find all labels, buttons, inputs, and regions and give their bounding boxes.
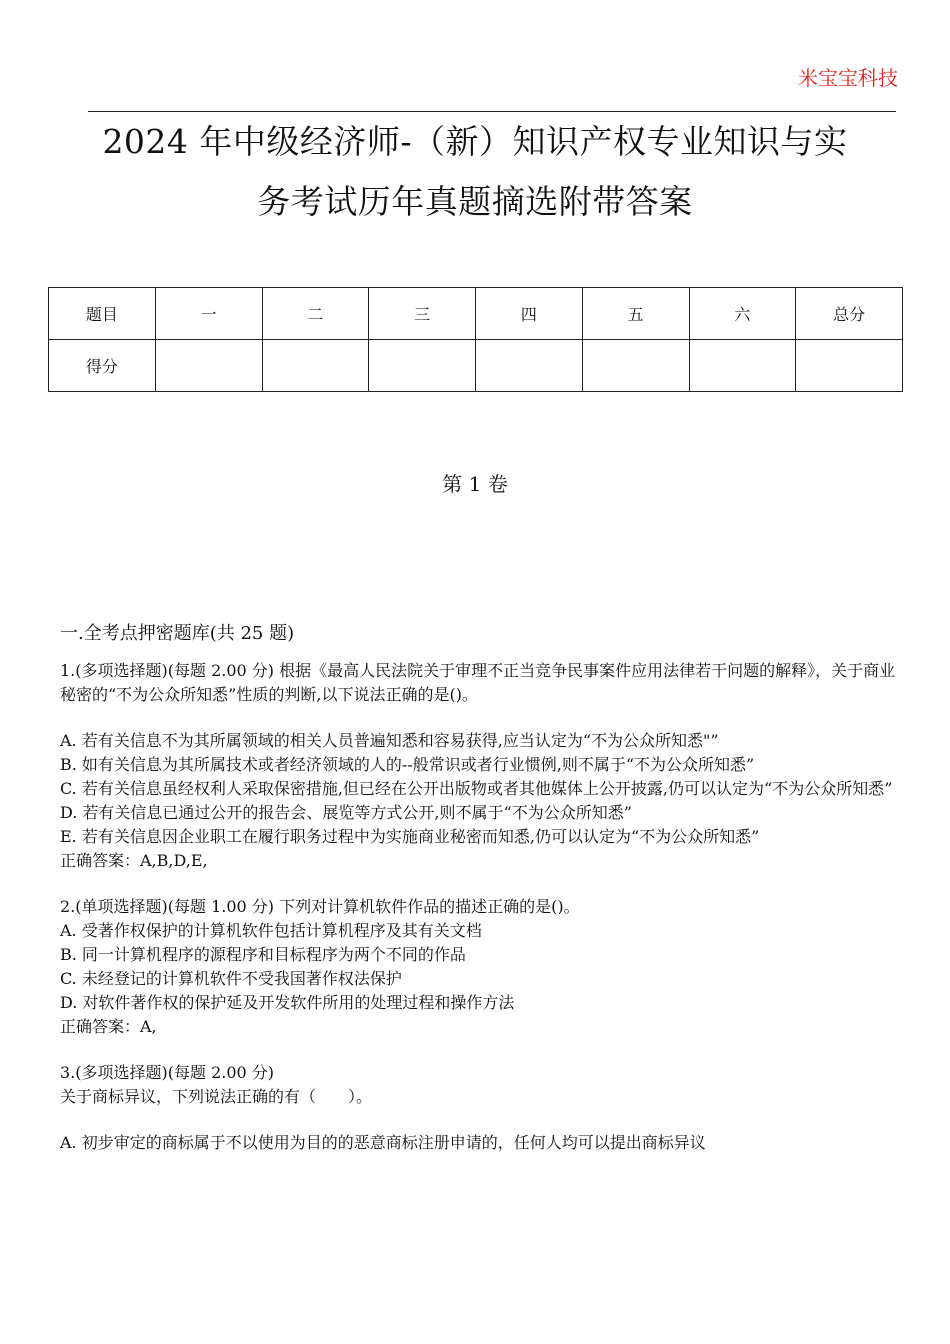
score-header-cell: 六: [689, 288, 796, 340]
question-option: D. 对软件著作权的保护延及开发软件所用的处理过程和操作方法: [60, 993, 515, 1012]
document-title: [48, 112, 902, 232]
score-cell: [582, 340, 689, 392]
question-stem: 3.(多项选择题)(每题 2.00 分): [60, 1063, 275, 1082]
question-stem: 1.(多项选择题)(每题 2.00 分) 根据《最高人民法院关于审理不正当竞争民事案件应用法律若干问题的解释》，关于商业秘密的“不为公众所知悉”性质的判断,以下说法正确的是()。: [60, 661, 896, 704]
score-header-cell: 总分: [796, 288, 903, 340]
question-option: B. 如有关信息为其所属技术或者经济领域的人的--般常识或者行业惯例,则不属于“不为公众所知悉”: [60, 755, 755, 774]
question-stem-text: 关于商标异议，下列说法正确的有（ ）。: [60, 1087, 373, 1106]
question-stem: 2.(单项选择题)(每题 1.00 分) 下列对计算机软件作品的描述正确的是()。: [60, 897, 580, 916]
score-table-header-row: [49, 288, 903, 340]
score-table: [48, 287, 903, 392]
question-option: C. 未经登记的计算机软件不受我国著作权法保护: [60, 969, 402, 988]
score-cell: [155, 340, 262, 392]
score-header-cell: 五: [582, 288, 689, 340]
question-content: [60, 622, 900, 1155]
question-1: [60, 659, 900, 873]
score-cell: [262, 340, 369, 392]
question-option: E. 若有关信息因企业职工在履行职务过程中为实施商业秘密而知悉,仍可以认定为“不为公众所知悉”: [60, 827, 760, 846]
question-2: [60, 895, 900, 1039]
volume-heading: 第 1 卷: [442, 472, 508, 496]
score-table-score-row: [49, 340, 903, 392]
question-option: A. 初步审定的商标属于不以使用为目的的恶意商标注册申请的，任何人均可以提出商标异议: [60, 1133, 706, 1152]
score-row-label: 得分: [49, 340, 156, 392]
question-answer: 正确答案：A,B,D,E,: [60, 851, 208, 870]
score-cell: [689, 340, 796, 392]
question-option: A. 若有关信息不为其所属领域的相关人员普遍知悉和容易获得,应当认定为“不为公众所知悉"”: [60, 731, 719, 750]
score-header-cell: 二: [262, 288, 369, 340]
brand-label: 米宝宝科技: [798, 66, 898, 90]
score-header-cell: 四: [476, 288, 583, 340]
question-option: D. 若有关信息已通过公开的报告会、展览等方式公开,则不属于“不为公众所知悉”: [60, 803, 632, 822]
question-answer: 正确答案：A,: [60, 1017, 157, 1036]
score-header-cell: 三: [369, 288, 476, 340]
question-3: [60, 1061, 900, 1155]
title-line-2: 务考试历年真题摘选附带答案: [257, 182, 693, 221]
question-option: B. 同一计算机程序的源程序和目标程序为两个不同的作品: [60, 945, 466, 964]
score-cell: [476, 340, 583, 392]
title-line-1: 2024 年中级经济师-（新）知识产权专业知识与实: [102, 122, 848, 161]
score-header-cell: 一: [155, 288, 262, 340]
question-option: C. 若有关信息虽经权利人采取保密措施,但已经在公开出版物或者其他媒体上公开披露,仍可以认定为“不为公众所知悉”: [60, 779, 893, 798]
score-header-cell: 题目: [49, 288, 156, 340]
section-title: 一.全考点押密题库(共 25 题): [60, 623, 295, 644]
score-cell: [796, 340, 903, 392]
question-option: A. 受著作权保护的计算机软件包括计算机程序及其有关文档: [60, 921, 482, 940]
score-cell: [369, 340, 476, 392]
